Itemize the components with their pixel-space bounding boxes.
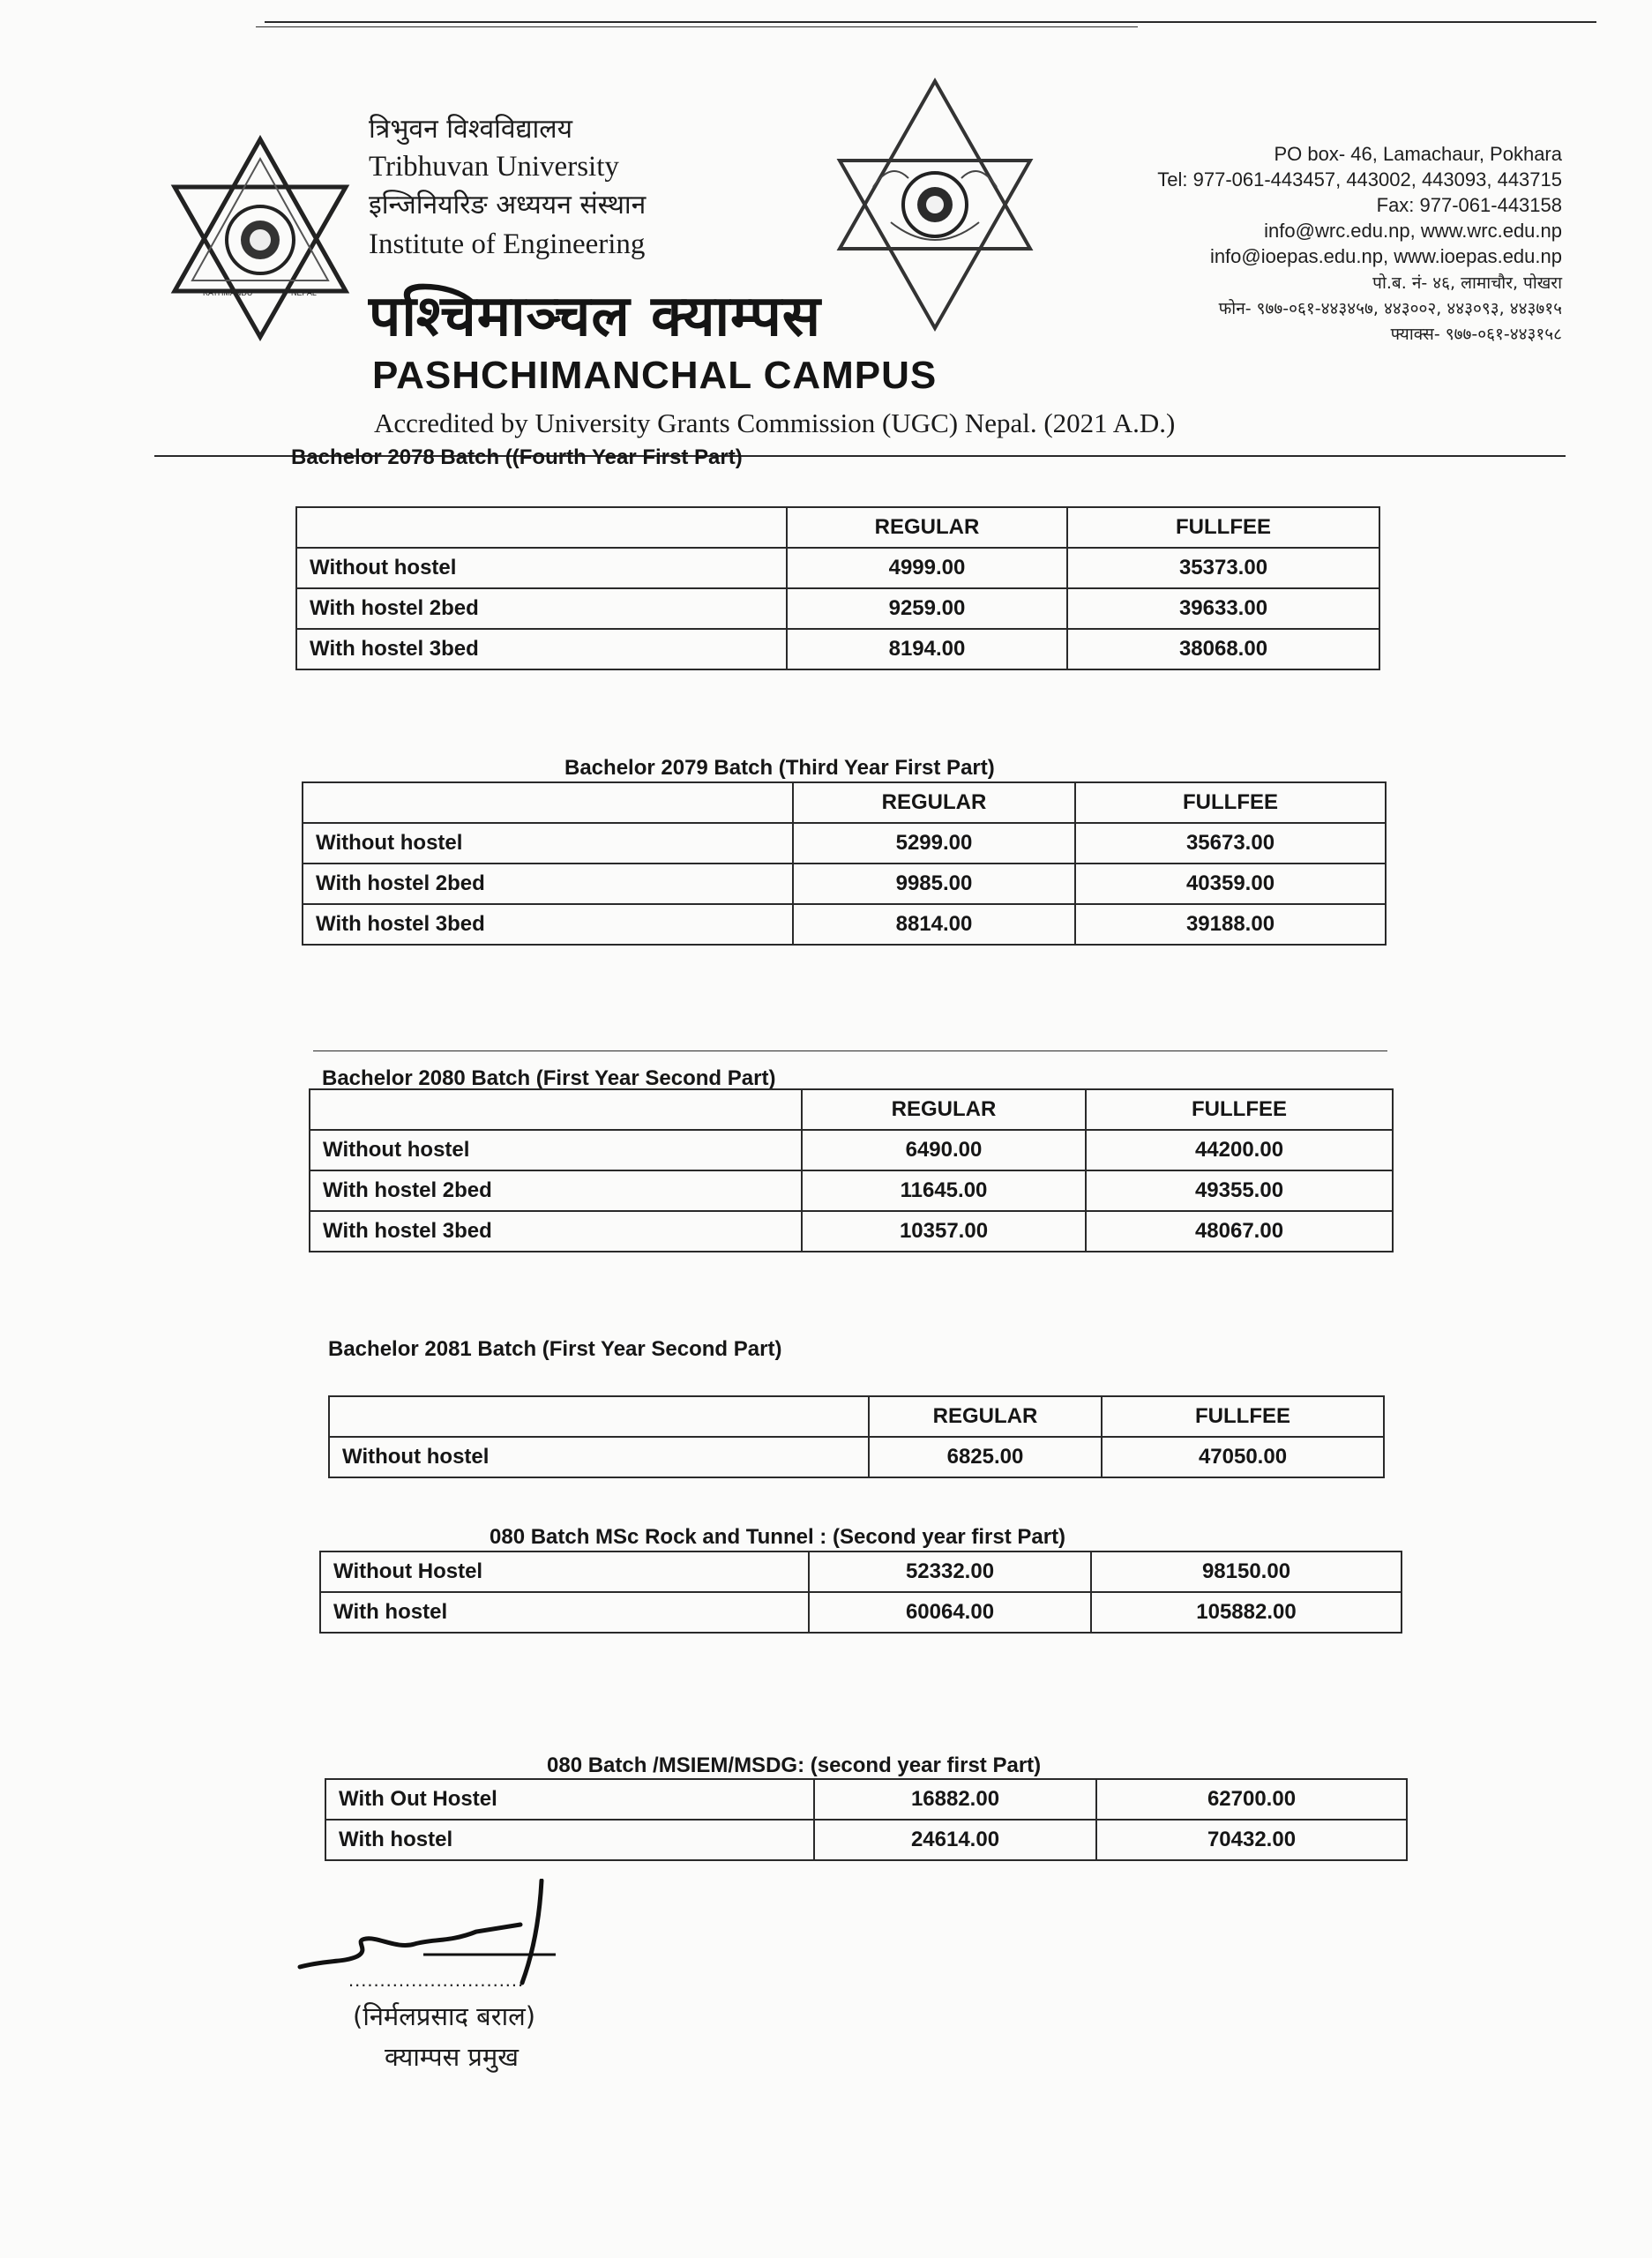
- regular-fee: 60064.00: [809, 1592, 1091, 1633]
- row-label: Without hostel: [296, 548, 787, 588]
- row-label: Without Hostel: [320, 1551, 809, 1592]
- full-fee: 98150.00: [1091, 1551, 1402, 1592]
- contact-block: [945, 141, 1562, 348]
- table-header-row: [310, 1089, 1393, 1130]
- row-label: With hostel 2bed: [303, 864, 793, 904]
- table-row: [310, 1130, 1393, 1170]
- section-rule: [313, 1050, 1387, 1051]
- table-row: [325, 1820, 1407, 1860]
- university-name-en: Tribhuvan University: [369, 151, 619, 183]
- regular-fee: 8814.00: [793, 904, 1075, 945]
- row-label: With hostel: [325, 1820, 814, 1860]
- table-row: [310, 1211, 1393, 1252]
- full-fee: 70432.00: [1096, 1820, 1407, 1860]
- university-name-np: त्रिभुवन विश्वविद्यालय: [369, 114, 573, 145]
- regular-fee: 8194.00: [787, 629, 1067, 669]
- column-header-blank: [329, 1396, 869, 1437]
- full-fee: 39633.00: [1067, 588, 1379, 629]
- top-rule: [265, 21, 1596, 23]
- regular-fee: 4999.00: [787, 548, 1067, 588]
- row-label: With hostel 3bed: [310, 1211, 802, 1252]
- table-title-2080: Bachelor 2080 Batch (First Year Second Part): [322, 1066, 776, 1090]
- contact-po-box-np: पो.ब. नं- ४६, लामाचौर, पोखरा: [1372, 273, 1562, 293]
- table-row: [303, 864, 1386, 904]
- table-row: [296, 548, 1379, 588]
- regular-fee: 9985.00: [793, 864, 1075, 904]
- table-row: [296, 629, 1379, 669]
- contact-email-wrc: info@wrc.edu.np, www.wrc.edu.np: [1264, 220, 1562, 242]
- full-fee: 47050.00: [1102, 1437, 1384, 1477]
- fee-table-2078: [295, 506, 1380, 670]
- full-fee: 105882.00: [1091, 1592, 1402, 1633]
- regular-fee: 16882.00: [814, 1779, 1096, 1820]
- column-header-blank: [303, 782, 793, 823]
- fee-table-2080: [309, 1088, 1394, 1252]
- table-title-2081: Bachelor 2081 Batch (First Year Second Part): [328, 1337, 782, 1361]
- row-label: Without hostel: [303, 823, 793, 864]
- row-label: With hostel 3bed: [303, 904, 793, 945]
- table-title-msc-rock-tunnel: 080 Batch MSc Rock and Tunnel : (Second year first Part): [490, 1525, 1066, 1549]
- campus-name-np: पश्चिमाञ्चल क्याम्पस: [369, 284, 822, 349]
- table-header-row: [296, 507, 1379, 548]
- column-header-blank: [310, 1089, 802, 1130]
- row-label: With Out Hostel: [325, 1779, 814, 1820]
- row-label: With hostel: [320, 1592, 809, 1633]
- fee-table-2079: [302, 781, 1387, 946]
- column-header-regular: REGULAR: [793, 782, 1075, 823]
- signatory-name: (निर्मलप्रसाद बराल): [353, 2001, 536, 2031]
- contact-email-ioepas: info@ioepas.edu.np, www.ioepas.edu.np: [1209, 245, 1562, 267]
- signature-dots: ............................: [348, 1969, 525, 1991]
- full-fee: 62700.00: [1096, 1779, 1407, 1820]
- table-title-2079: Bachelor 2079 Batch (Third Year First Part): [564, 756, 995, 780]
- institute-name-np: इन्जिनियरिङ अध्ययन संस्थान: [369, 190, 647, 221]
- regular-fee: 9259.00: [787, 588, 1067, 629]
- row-label: With hostel 2bed: [310, 1170, 802, 1211]
- full-fee: 39188.00: [1075, 904, 1386, 945]
- table-title-msiem-msdg: 080 Batch /MSIEM/MSDG: (second year first Part): [547, 1753, 1042, 1777]
- fee-table-2081: [328, 1395, 1385, 1478]
- row-label: Without hostel: [310, 1130, 802, 1170]
- table-row: [329, 1437, 1384, 1477]
- logo-text-right: NEPAL: [291, 288, 317, 297]
- table-row: [325, 1779, 1407, 1820]
- row-label: With hostel 3bed: [296, 629, 787, 669]
- campus-name-en: PASHCHIMANCHAL CAMPUS: [372, 354, 938, 397]
- institute-name-en: Institute of Engineering: [369, 228, 646, 260]
- column-header-fullfee: FULLFEE: [1075, 782, 1386, 823]
- regular-fee: 6825.00: [869, 1437, 1102, 1477]
- regular-fee: 6490.00: [802, 1130, 1086, 1170]
- accreditation-line: Accredited by University Grants Commission (UGC) Nepal. (2021 A.D.): [374, 407, 1176, 438]
- column-header-blank: [296, 507, 787, 548]
- table-row: [303, 823, 1386, 864]
- full-fee: 40359.00: [1075, 864, 1386, 904]
- table-header-row: [329, 1396, 1384, 1437]
- contact-tel: Tel: 977-061-443457, 443002, 443093, 443715: [1157, 168, 1562, 191]
- regular-fee: 5299.00: [793, 823, 1075, 864]
- logo-text-left: KATHMANDU: [203, 288, 253, 297]
- full-fee: 49355.00: [1086, 1170, 1393, 1211]
- column-header-regular: REGULAR: [787, 507, 1067, 548]
- full-fee: 35373.00: [1067, 548, 1379, 588]
- top-rule-secondary: [256, 26, 1138, 27]
- table-row: [303, 904, 1386, 945]
- contact-tel-np: फोन- ९७७-०६१-४४३४५७, ४४३००२, ४४३०९३, ४४३७१५: [1218, 299, 1562, 318]
- column-header-regular: REGULAR: [802, 1089, 1086, 1130]
- contact-fax: Fax: 977-061-443158: [1376, 194, 1562, 216]
- column-header-fullfee: FULLFEE: [1086, 1089, 1393, 1130]
- signatory-designation: क्याम्पस प्रमुख: [385, 2042, 519, 2072]
- full-fee: 44200.00: [1086, 1130, 1393, 1170]
- regular-fee: 52332.00: [809, 1551, 1091, 1592]
- full-fee: 38068.00: [1067, 629, 1379, 669]
- fee-table-msc-rock-tunnel: [319, 1551, 1402, 1634]
- table-title-2078: Bachelor 2078 Batch ((Fourth Year First Part): [291, 445, 743, 469]
- regular-fee: 11645.00: [802, 1170, 1086, 1211]
- row-label: With hostel 2bed: [296, 588, 787, 629]
- table-row: [320, 1551, 1402, 1592]
- full-fee: 48067.00: [1086, 1211, 1393, 1252]
- column-header-fullfee: FULLFEE: [1102, 1396, 1384, 1437]
- fee-table-msiem-msdg: [325, 1778, 1408, 1861]
- regular-fee: 24614.00: [814, 1820, 1096, 1860]
- column-header-regular: REGULAR: [869, 1396, 1102, 1437]
- table-row: [296, 588, 1379, 629]
- contact-fax-np: फ्याक्स- ९७७-०६१-४४३१५८: [1390, 325, 1562, 344]
- regular-fee: 10357.00: [802, 1211, 1086, 1252]
- full-fee: 35673.00: [1075, 823, 1386, 864]
- column-header-fullfee: FULLFEE: [1067, 507, 1379, 548]
- contact-po-box: PO box- 46, Lamachaur, Pokhara: [1274, 143, 1562, 165]
- table-row: [320, 1592, 1402, 1633]
- tribhuvan-university-logo: [168, 132, 353, 344]
- table-row: [310, 1170, 1393, 1211]
- row-label: Without hostel: [329, 1437, 869, 1477]
- table-header-row: [303, 782, 1386, 823]
